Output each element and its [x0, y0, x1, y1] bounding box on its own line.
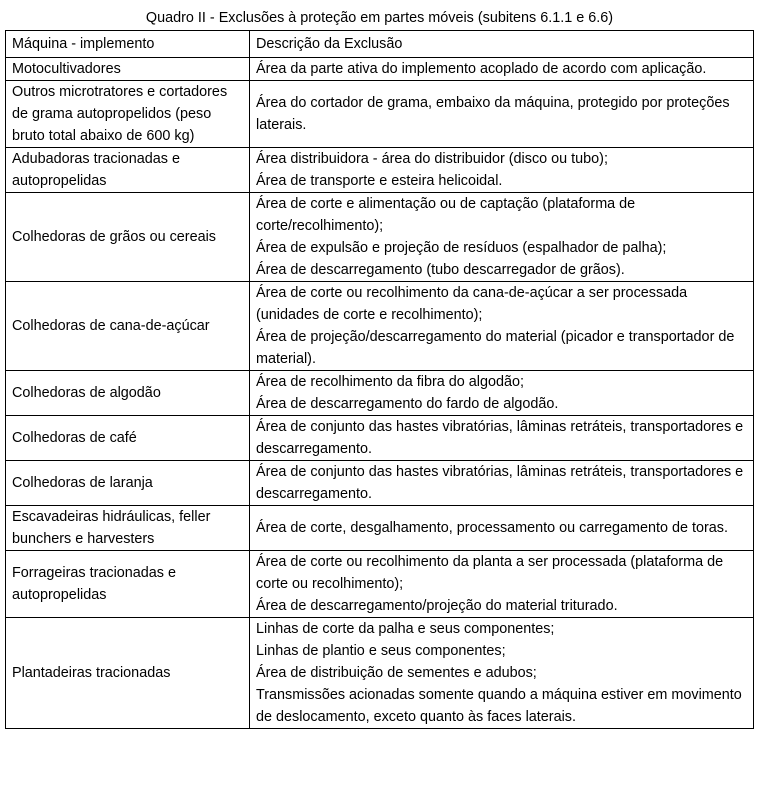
- table-row: [6, 282, 754, 371]
- table-header-row: [6, 31, 754, 58]
- machine-cell: Outros microtratores e cortadores de grama autopropelidos (peso bruto total abaixo de 600 kg): [6, 81, 250, 148]
- description-line: Área de transporte e esteira helicoidal.: [256, 173, 503, 189]
- description-line: Área de conjunto das hastes vibratórias, lâminas retráteis, transportadores e descarregamento.: [256, 419, 744, 457]
- machine-cell: Colhedoras de café: [6, 416, 250, 461]
- description-line: Área distribuidora - área do distribuidor (disco ou tubo);: [256, 151, 608, 167]
- description-line: Área de descarregamento (tubo descarregador de grãos).: [256, 262, 625, 278]
- table-row: [6, 193, 754, 282]
- table-caption: Quadro II - Exclusões à proteção em partes móveis (subitens 6.1.1 e 6.6): [145, 10, 614, 26]
- machine-cell: Escavadeiras hidráulicas, feller bunchers e harvesters: [6, 506, 250, 551]
- table-row: [6, 551, 754, 618]
- description-line: Área do cortador de grama, embaixo da máquina, protegido por proteções laterais.: [256, 95, 730, 133]
- machine-cell: Colhedoras de algodão: [6, 371, 250, 416]
- machine-cell: Colhedoras de grãos ou cereais: [6, 193, 250, 282]
- machine-cell: Forrageiras tracionadas e autopropelidas: [6, 551, 250, 618]
- description-line: Área de descarregamento/projeção do material triturado.: [256, 598, 618, 614]
- description-line: Área de conjunto das hastes vibratórias, lâminas retráteis, transportadores e descarregamento.: [256, 464, 744, 502]
- machine-cell: Plantadeiras tracionadas: [6, 618, 250, 729]
- machine-cell: Colhedoras de laranja: [6, 461, 250, 506]
- description-cell: [250, 416, 754, 461]
- description-line: Área de distribuição de sementes e adubos;: [256, 665, 537, 681]
- machine-cell: Motocultivadores: [6, 58, 250, 81]
- description-line: Área de corte ou recolhimento da planta a ser processada (plataforma de corte ou recolhimento);: [256, 554, 724, 592]
- table-row: [6, 58, 754, 81]
- table-row: [6, 506, 754, 551]
- description-cell: [250, 618, 754, 729]
- table-row: [6, 371, 754, 416]
- description-line: Área de corte e alimentação ou de captação (plataforma de corte/recolhimento);: [256, 196, 636, 234]
- description-line: Transmissões acionadas somente quando a máquina estiver em movimento de deslocamento, exceto quanto às faces laterais.: [256, 687, 742, 725]
- header-description: Descrição da Exclusão: [250, 31, 754, 58]
- description-cell: [250, 551, 754, 618]
- table-row: [6, 416, 754, 461]
- machine-cell: Colhedoras de cana-de-açúcar: [6, 282, 250, 371]
- description-cell: [250, 506, 754, 551]
- description-cell: [250, 58, 754, 81]
- description-line: Área de projeção/descarregamento do material (picador e transportador de material).: [256, 329, 735, 367]
- description-line: Área de expulsão e projeção de resíduos (espalhador de palha);: [256, 240, 667, 256]
- description-line: Área de corte ou recolhimento da cana-de-açúcar a ser processada (unidades de corte e recolhimento);: [256, 285, 688, 323]
- table-row: [6, 148, 754, 193]
- machine-cell: Adubadoras tracionadas e autopropelidas: [6, 148, 250, 193]
- description-cell: [250, 148, 754, 193]
- description-cell: [250, 193, 754, 282]
- header-machine: Máquina - implemento: [6, 31, 250, 58]
- description-cell: [250, 282, 754, 371]
- description-line: Área da parte ativa do implemento acoplado de acordo com aplicação.: [256, 61, 707, 77]
- description-line: Área de recolhimento da fibra do algodão;: [256, 374, 525, 390]
- description-cell: [250, 371, 754, 416]
- exclusions-table: [5, 30, 754, 729]
- table-row: [6, 81, 754, 148]
- description-cell: [250, 461, 754, 506]
- table-row: [6, 618, 754, 729]
- description-line: Linhas de corte da palha e seus componentes;: [256, 621, 555, 637]
- table-row: [6, 461, 754, 506]
- description-line: Linhas de plantio e seus componentes;: [256, 643, 506, 659]
- description-line: Área de corte, desgalhamento, processamento ou carregamento de toras.: [256, 520, 728, 536]
- description-line: Área de descarregamento do fardo de algodão.: [256, 396, 559, 412]
- description-cell: [250, 81, 754, 148]
